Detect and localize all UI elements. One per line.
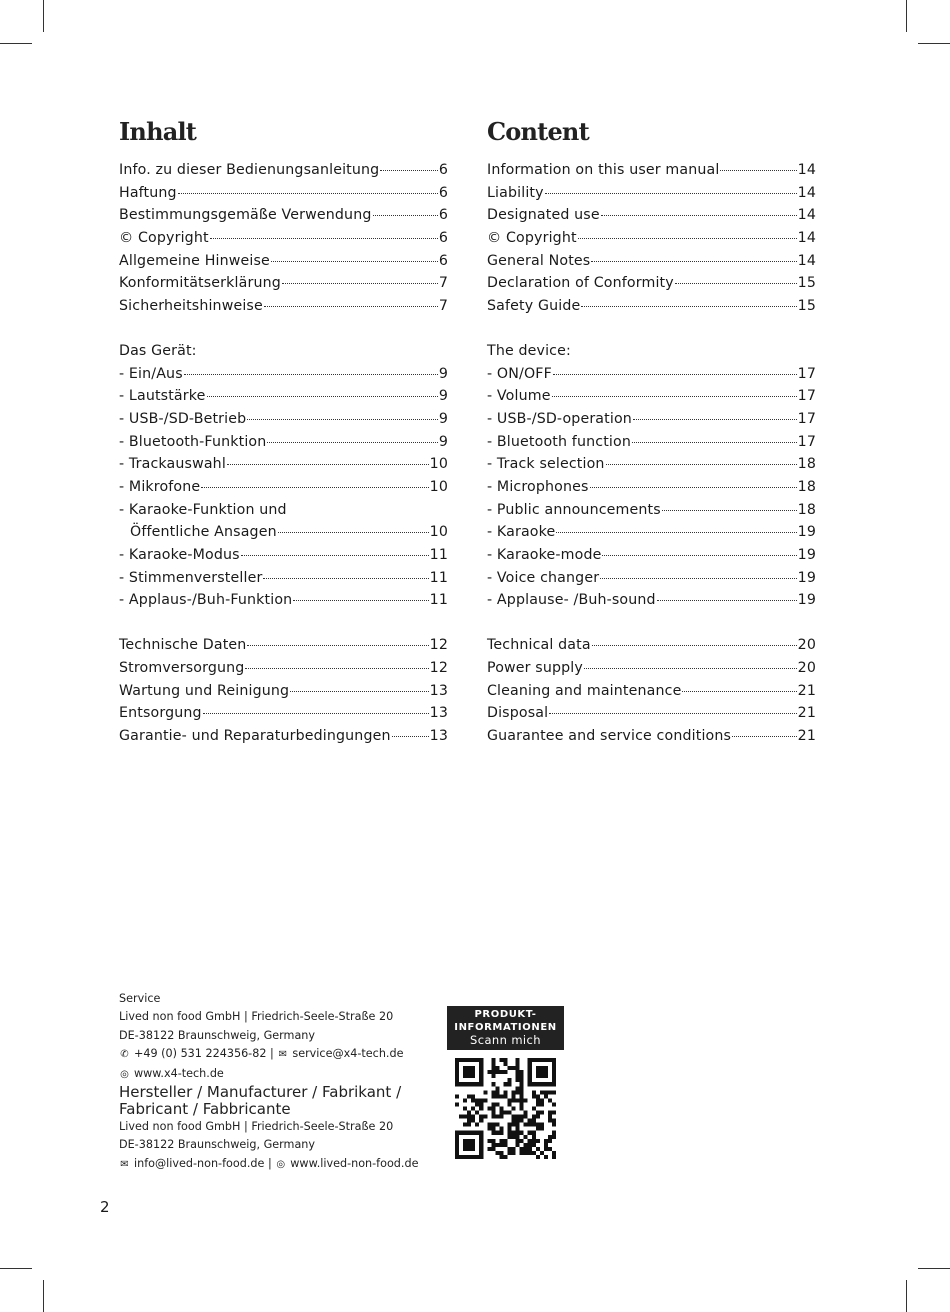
toc-entry-title: - Public announcements [487, 501, 661, 518]
toc-entry-title: - Volume [487, 388, 551, 405]
page-number: 2 [100, 1198, 110, 1216]
toc-entry-page: 13 [429, 682, 448, 699]
manufacturer-web[interactable]: www.lived-non-food.de [290, 1156, 419, 1170]
service-web[interactable]: www.x4-tech.de [134, 1066, 224, 1080]
crop-mark [0, 1268, 32, 1269]
toc-entry-page: 9 [438, 433, 448, 450]
toc-entry-title: - Voice changer [487, 569, 600, 586]
toc-entry-page: 6 [438, 162, 448, 178]
dot-leader [267, 428, 437, 443]
toc-entry-title: - Karaoke [487, 524, 556, 541]
toc-entry-title: Designated use [487, 207, 600, 224]
service-contact-line [119, 1045, 449, 1064]
toc-german [119, 117, 448, 748]
toc-entry-page: 13 [429, 728, 448, 745]
service-city: DE-38122 Braunschweig, Germany [119, 1028, 316, 1042]
toc-english [487, 117, 816, 748]
dot-leader [545, 179, 797, 194]
toc-entry-title: Technische Daten [119, 637, 247, 654]
toc-entry-title: - Applaus-/Buh-Funktion [119, 592, 293, 609]
crop-mark [918, 43, 950, 44]
toc-entry-page: 19 [797, 569, 816, 586]
toc-entry-page: 17 [797, 388, 816, 405]
toc-entry-title: - Karaoke-Modus [119, 546, 240, 563]
crop-mark [906, 1280, 907, 1312]
dot-leader [720, 156, 796, 171]
dot-leader [601, 201, 797, 216]
toc-block-general [487, 159, 816, 317]
toc-entry-title: Declaration of Conformity [487, 275, 674, 292]
dot-leader [600, 564, 796, 579]
toc-entry-page: 12 [429, 660, 448, 677]
dot-leader [203, 699, 429, 714]
toc-entry-title: - ON/OFF [487, 365, 552, 382]
dot-leader [263, 564, 428, 579]
toc-entry[interactable] [119, 476, 448, 499]
toc-heading: Content [487, 117, 589, 146]
toc-entry-page: 10 [429, 478, 448, 495]
toc-entry-page: 21 [797, 728, 816, 745]
toc-entry-title: Wartung und Reinigung [119, 682, 290, 699]
toc-entry-title: © Copyright [119, 229, 209, 246]
manufacturer-label: Hersteller / Manufacturer / Fabrikant / Fabricant / Fabbricante [119, 1083, 402, 1119]
toc-section-label: The device: [487, 343, 571, 360]
crop-mark [906, 0, 907, 32]
toc-entry-page: 6 [438, 184, 448, 201]
toc-entry-text[interactable]: - Karaoke-Funktion und [119, 501, 287, 518]
toc-entry-page: 19 [797, 524, 816, 541]
toc-entry-page: 11 [429, 569, 448, 586]
dot-leader [584, 654, 797, 669]
toc-entry-page: 21 [797, 705, 816, 722]
manufacturer-email[interactable]: info@lived-non-food.de [134, 1156, 265, 1170]
toc-entry-page: 17 [797, 411, 816, 428]
toc-entry-title: General Notes [487, 252, 591, 269]
toc-block-device-2 [119, 544, 448, 612]
toc-entry-title: Entsorgung [119, 705, 202, 722]
service-phone[interactable]: +49 (0) 531 224356-82 [134, 1047, 267, 1061]
toc-entry-page: 19 [797, 592, 816, 609]
toc-entry-page: 14 [797, 184, 816, 201]
manufacturer-city: DE-38122 Braunschweig, Germany [119, 1138, 316, 1152]
dot-leader [271, 247, 438, 262]
service-company: Lived non food GmbH | Friedrich-Seele-Straße 20 [119, 1010, 394, 1024]
dot-leader [392, 722, 429, 737]
toc-entry-page: 14 [797, 252, 816, 269]
dot-leader [657, 586, 797, 601]
toc-block-technical [487, 634, 816, 747]
manufacturer-company: Lived non food GmbH | Friedrich-Seele-Straße 20 [119, 1120, 394, 1134]
dot-leader [241, 541, 429, 556]
toc-entry-page: 18 [797, 478, 816, 495]
toc-entry-page: 9 [438, 365, 448, 382]
crop-mark [43, 1280, 44, 1312]
toc-entry-title: Liability [487, 184, 544, 201]
separator: | [267, 1156, 272, 1170]
dot-leader [602, 541, 796, 556]
separator: | [270, 1047, 274, 1061]
toc-entry-page: 19 [797, 546, 816, 563]
dot-leader [682, 677, 796, 692]
dot-leader [201, 473, 428, 488]
qr-label: PRODUKT- INFORMATIONEN Scann mich [447, 1006, 564, 1050]
dot-leader [556, 518, 796, 533]
dot-leader [282, 269, 438, 284]
service-label: Service [119, 992, 161, 1005]
toc-entry-page: 12 [429, 637, 448, 654]
dot-leader [247, 405, 438, 420]
crop-mark [0, 43, 32, 44]
dot-leader [245, 654, 428, 669]
toc-entry[interactable] [487, 725, 816, 748]
crop-mark [918, 1268, 950, 1269]
toc-entry[interactable] [487, 295, 816, 318]
dot-leader [264, 292, 438, 307]
toc-entry-title: - Lautstärke [119, 388, 206, 405]
envelope-icon: ✉ [278, 1049, 288, 1061]
toc-entry-title: Technical data [487, 637, 591, 654]
toc-entry-title: - Trackauswahl [119, 456, 226, 473]
dot-leader [591, 247, 796, 262]
dot-leader [293, 586, 428, 601]
toc-entry-title: - Bluetooth function [487, 433, 631, 450]
toc-entry-title: Sicherheitshinweise [119, 297, 263, 314]
toc-entry-page: 10 [429, 524, 448, 541]
dot-leader [633, 405, 797, 420]
dot-leader [380, 156, 437, 171]
contact-footer [119, 990, 449, 1174]
toc-entry-page: 17 [797, 433, 816, 450]
toc-block-technical [119, 634, 448, 747]
dot-leader [632, 428, 797, 443]
dot-leader [590, 473, 797, 488]
dot-leader [606, 450, 797, 465]
toc-section-label: Das Gerät: [119, 343, 197, 360]
toc-entry-title: - Track selection [487, 456, 605, 473]
toc-entry-title: - Applause- /Buh-sound [487, 592, 656, 609]
toc-entry-page: 21 [797, 682, 816, 699]
dot-leader [662, 496, 797, 511]
dot-leader [290, 677, 428, 692]
crop-mark [43, 0, 44, 32]
toc-entry-title: - Stimmenversteller [119, 569, 263, 586]
dot-leader [178, 179, 438, 194]
toc-entry-title: Allgemeine Hinweise [119, 252, 270, 269]
toc-entry-title: Info. zu dieser Bedienungsanleitung [119, 162, 380, 178]
toc-entry-page: 13 [429, 705, 448, 722]
envelope-icon: ✉ [120, 1158, 129, 1170]
dot-leader [552, 382, 797, 397]
dot-leader [592, 631, 797, 646]
manufacturer-contact-line [119, 1155, 449, 1174]
toc-entry-page: 7 [438, 297, 448, 314]
toc-block-general [119, 159, 448, 317]
service-email[interactable]: service@x4-tech.de [292, 1047, 404, 1061]
dot-leader [549, 699, 796, 714]
toc-entry-page: 14 [797, 229, 816, 246]
dot-leader [732, 722, 797, 737]
toc-entry-title: Safety Guide [487, 297, 581, 314]
toc-entry-page: 14 [797, 207, 816, 224]
toc-entry-title: Haftung [119, 184, 177, 201]
toc-entry-title: Konformitätserklärung [119, 275, 281, 292]
toc-entry-title: Disposal [487, 705, 549, 722]
toc-entry-page: 10 [429, 456, 448, 473]
toc-entry-title: Öffentliche Ansagen [130, 524, 277, 541]
dot-leader [578, 224, 797, 239]
toc-entry-page: 15 [797, 297, 816, 314]
toc-entry[interactable] [487, 589, 816, 612]
toc-entry[interactable] [119, 589, 448, 612]
toc-entry-title: - USB-/SD-operation [487, 411, 632, 428]
dot-leader [553, 360, 797, 375]
dot-leader [210, 224, 438, 239]
toc-entry-page: 11 [429, 546, 448, 563]
toc-entry-title: - Microphones [487, 478, 589, 495]
toc-block-device [487, 363, 816, 612]
toc-entry[interactable] [119, 295, 448, 318]
toc-heading: Inhalt [119, 117, 197, 146]
toc-entry-title: Information on this user manual [487, 162, 720, 178]
toc-entry-page: 15 [797, 275, 816, 292]
toc-block-device [119, 363, 448, 499]
toc-entry-page: 20 [797, 637, 816, 654]
toc-entry-title: - USB-/SD-Betrieb [119, 411, 247, 428]
toc-entry-title: - Karaoke-mode [487, 546, 602, 563]
toc-entry-page: 6 [438, 229, 448, 246]
toc-entry-title: Power supply [487, 660, 583, 677]
toc-entry-page: 9 [438, 388, 448, 405]
dot-leader [247, 631, 428, 646]
toc-entry-page: 14 [797, 162, 816, 178]
globe-icon: ◎ [276, 1158, 286, 1170]
service-web-line [119, 1065, 449, 1084]
toc-entry-page: 20 [797, 660, 816, 677]
toc-entry-title: © Copyright [487, 229, 577, 246]
toc-entry-page: 11 [429, 592, 448, 609]
dot-leader [581, 292, 796, 307]
dot-leader [184, 360, 438, 375]
globe-icon: ◎ [120, 1068, 129, 1080]
toc-entry-title: Bestimmungsgemäße Verwendung [119, 207, 372, 224]
qr-code-icon[interactable] [455, 1058, 556, 1159]
toc-entry-title: - Bluetooth-Funktion [119, 433, 267, 450]
dot-leader [207, 382, 438, 397]
toc-entry-title: - Ein/Aus [119, 365, 183, 382]
phone-icon: ✆ [120, 1049, 129, 1061]
toc-entry-title: Guarantee and service conditions [487, 728, 732, 745]
toc-entry-page: 17 [797, 365, 816, 382]
toc-entry-title: Cleaning and maintenance [487, 682, 682, 699]
dot-leader [227, 450, 429, 465]
toc-entry-title: - Mikrofone [119, 478, 201, 495]
dot-leader [278, 518, 429, 533]
toc-entry[interactable] [119, 725, 448, 748]
toc-entry-page: 7 [438, 275, 448, 292]
toc-entry-page: 6 [438, 207, 448, 224]
toc-entry-page: 18 [797, 501, 816, 518]
toc-entry-title: Stromversorgung [119, 660, 245, 677]
dot-leader [675, 269, 797, 284]
toc-entry-page: 18 [797, 456, 816, 473]
dot-leader [373, 201, 438, 216]
toc-entry-page: 9 [438, 411, 448, 428]
toc-entry-title: Garantie- und Reparaturbedingungen [119, 728, 391, 745]
toc-entry-page: 6 [438, 252, 448, 269]
